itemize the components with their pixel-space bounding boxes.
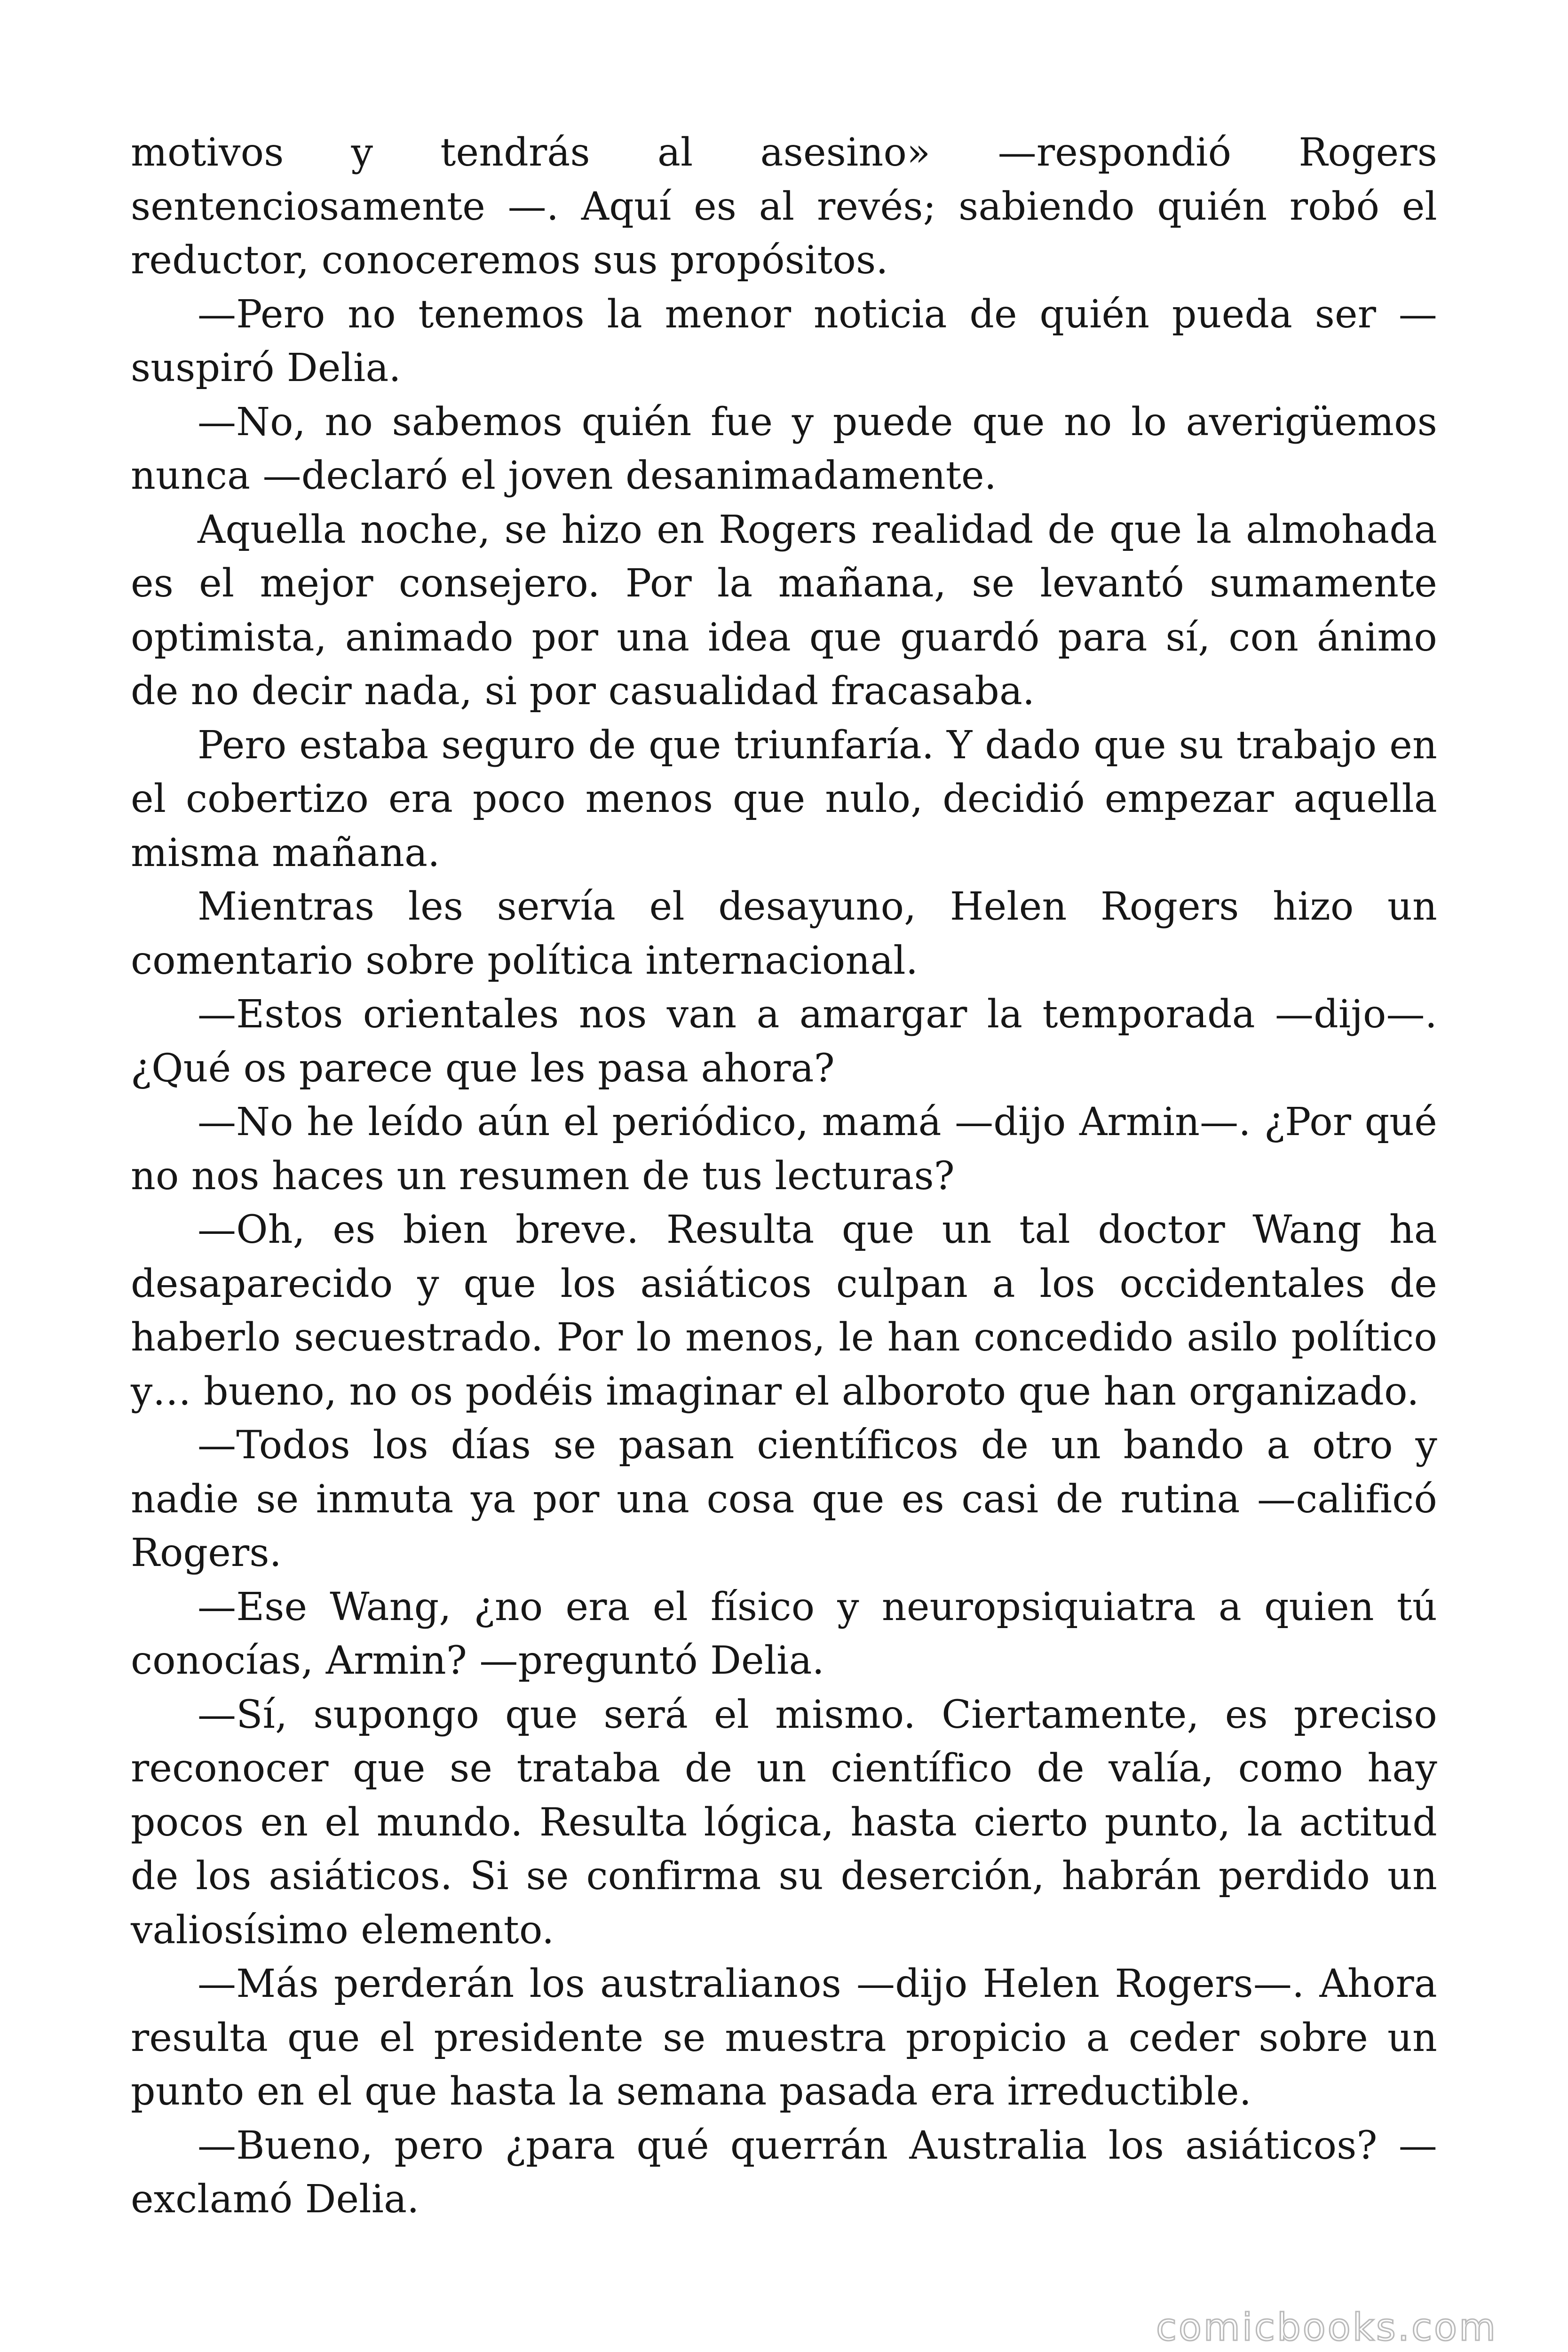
paragraph: —Pero no tenemos la menor noticia de quién pueda ser — suspiró Delia. (131, 292, 1437, 390)
paragraph: Mientras les servía el desayuno, Helen Rogers hizo un comentario sobre política internacional. (131, 884, 1437, 983)
paragraph: —Todos los días se pasan científicos de un bando a otro y nadie se inmuta ya por una cosa que es casi de rutina —calificó Rogers. (131, 1423, 1437, 1575)
paragraph: motivos y tendrás al asesino» —respondió Rogers sentenciosamente —. Aquí es al revés; sabiendo quién robó el reductor, conoceremos sus propósitos. (131, 130, 1437, 283)
paragraph: —Bueno, pero ¿para qué querrán Australia los asiáticos? — exclamó Delia. (131, 2123, 1437, 2222)
paragraph: —Ese Wang, ¿no era el físico y neuropsiquiatra a quien tú conocías, Armin? —preguntó Delia. (131, 1584, 1437, 1683)
paragraph: —Estos orientales nos van a amargar la temporada —dijo—. ¿Qué os parece que les pasa ahora? (131, 992, 1437, 1091)
paragraph: —Sí, supongo que será el mismo. Ciertamente, es preciso reconocer que se trataba de un científico de valía, como hay pocos en el mundo. Resulta lógica, hasta cierto punto, la actitud de los asiáticos. Si se confirma su deserción, habrán perdido un valiosísimo elemento. (131, 1692, 1437, 1953)
paragraph: —Más perderán los australianos —dijo Helen Rogers—. Ahora resulta que el presidente se muestra propicio a ceder sobre un punto en el que hasta la semana pasada era irreductible. (131, 1962, 1437, 2114)
paragraph: Aquella noche, se hizo en Rogers realidad de que la almohada es el mejor consejero. Por la mañana, se levantó sumamente optimista, animado por una idea que guardó para sí, con ánimo de no decir nada, si por casualidad fracasaba. (131, 507, 1437, 714)
watermark: comicbooks.com (1156, 2305, 1497, 2349)
paragraph: Pero estaba seguro de que triunfaría. Y dado que su trabajo en el cobertizo era poco menos que nulo, decidió empezar aquella misma mañana. (131, 723, 1437, 875)
paragraph: —No he leído aún el periódico, mamá —dijo Armin—. ¿Por qué no nos haces un resumen de tus lecturas? (131, 1100, 1437, 1199)
page-text (131, 126, 1437, 2227)
paragraph: —No, no sabemos quién fue y puede que no lo averigüemos nunca —declaró el joven desanimadamente. (131, 399, 1437, 498)
paragraph: —Oh, es bien breve. Resulta que un tal doctor Wang ha desaparecido y que los asiáticos culpan a los occidentales de haberlo secuestrado. Por lo menos, le han concedido asilo político y… bueno, no os podéis imaginar el alboroto que han organizado. (131, 1208, 1437, 1414)
